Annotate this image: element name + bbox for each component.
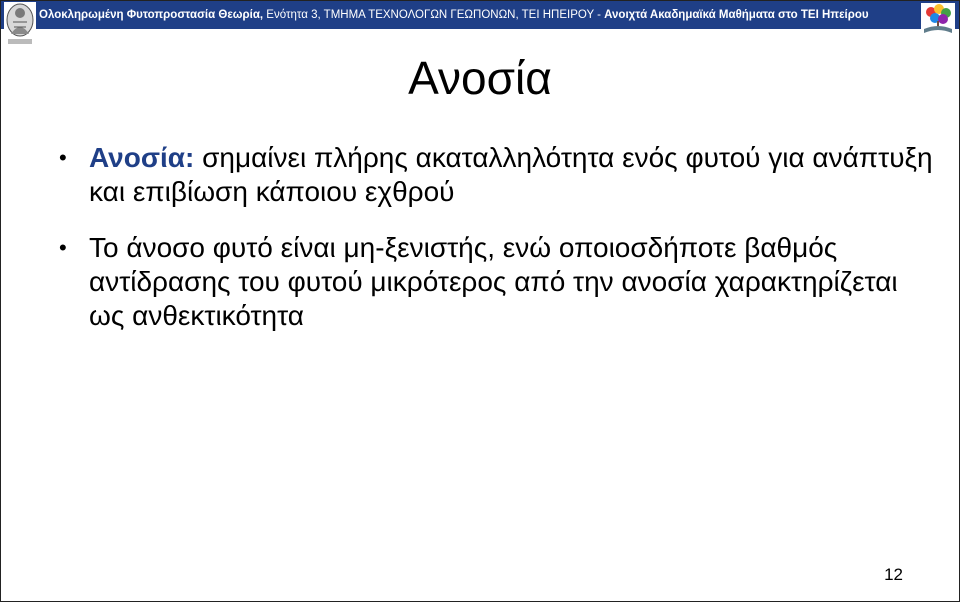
bullet-item <box>59 231 939 333</box>
header-open-courses: Ανοιχτά Ακαδημαϊκά Μαθήματα στο ΤΕΙ Ηπείρου <box>604 9 869 21</box>
bullet-text: σημαίνει πλήρης ακαταλληλότητα ενός φυτού για ανάπτυξη και επιβίωση κάποιου εχθρού <box>89 142 933 207</box>
university-seal-icon <box>4 2 36 48</box>
page-number: 12 <box>884 565 903 584</box>
bullet-dot-icon: • <box>59 145 67 170</box>
bullet-term: Ανοσία: <box>89 142 195 173</box>
bullet-item <box>59 141 939 209</box>
bullet-dot-icon: • <box>59 235 67 260</box>
header-bar <box>1 1 959 29</box>
open-courses-logo-icon <box>921 3 955 37</box>
bullet-text: Το άνοσο φυτό είναι μη-ξενιστής, ενώ οποιοσδήποτε βαθμός αντίδρασης του φυτού μικρότερος από την ανοσία χαρακτηρίζεται ως ανθεκτικότητα <box>89 232 898 331</box>
bullet-list <box>59 141 939 355</box>
header-text <box>39 7 919 23</box>
header-course-title: Ολοκληρωμένη Φυτοπροστασία Θεωρία, <box>39 9 264 21</box>
header-unit-info: Ενότητα 3, ΤΜΗΜΑ ΤΕΧΝΟΛΟΓΩΝ ΓΕΩΠΟΝΩΝ, ΤΕΙ ΗΠΕΙΡΟΥ - <box>263 9 605 21</box>
slide-title: Ανοσία <box>408 52 552 104</box>
